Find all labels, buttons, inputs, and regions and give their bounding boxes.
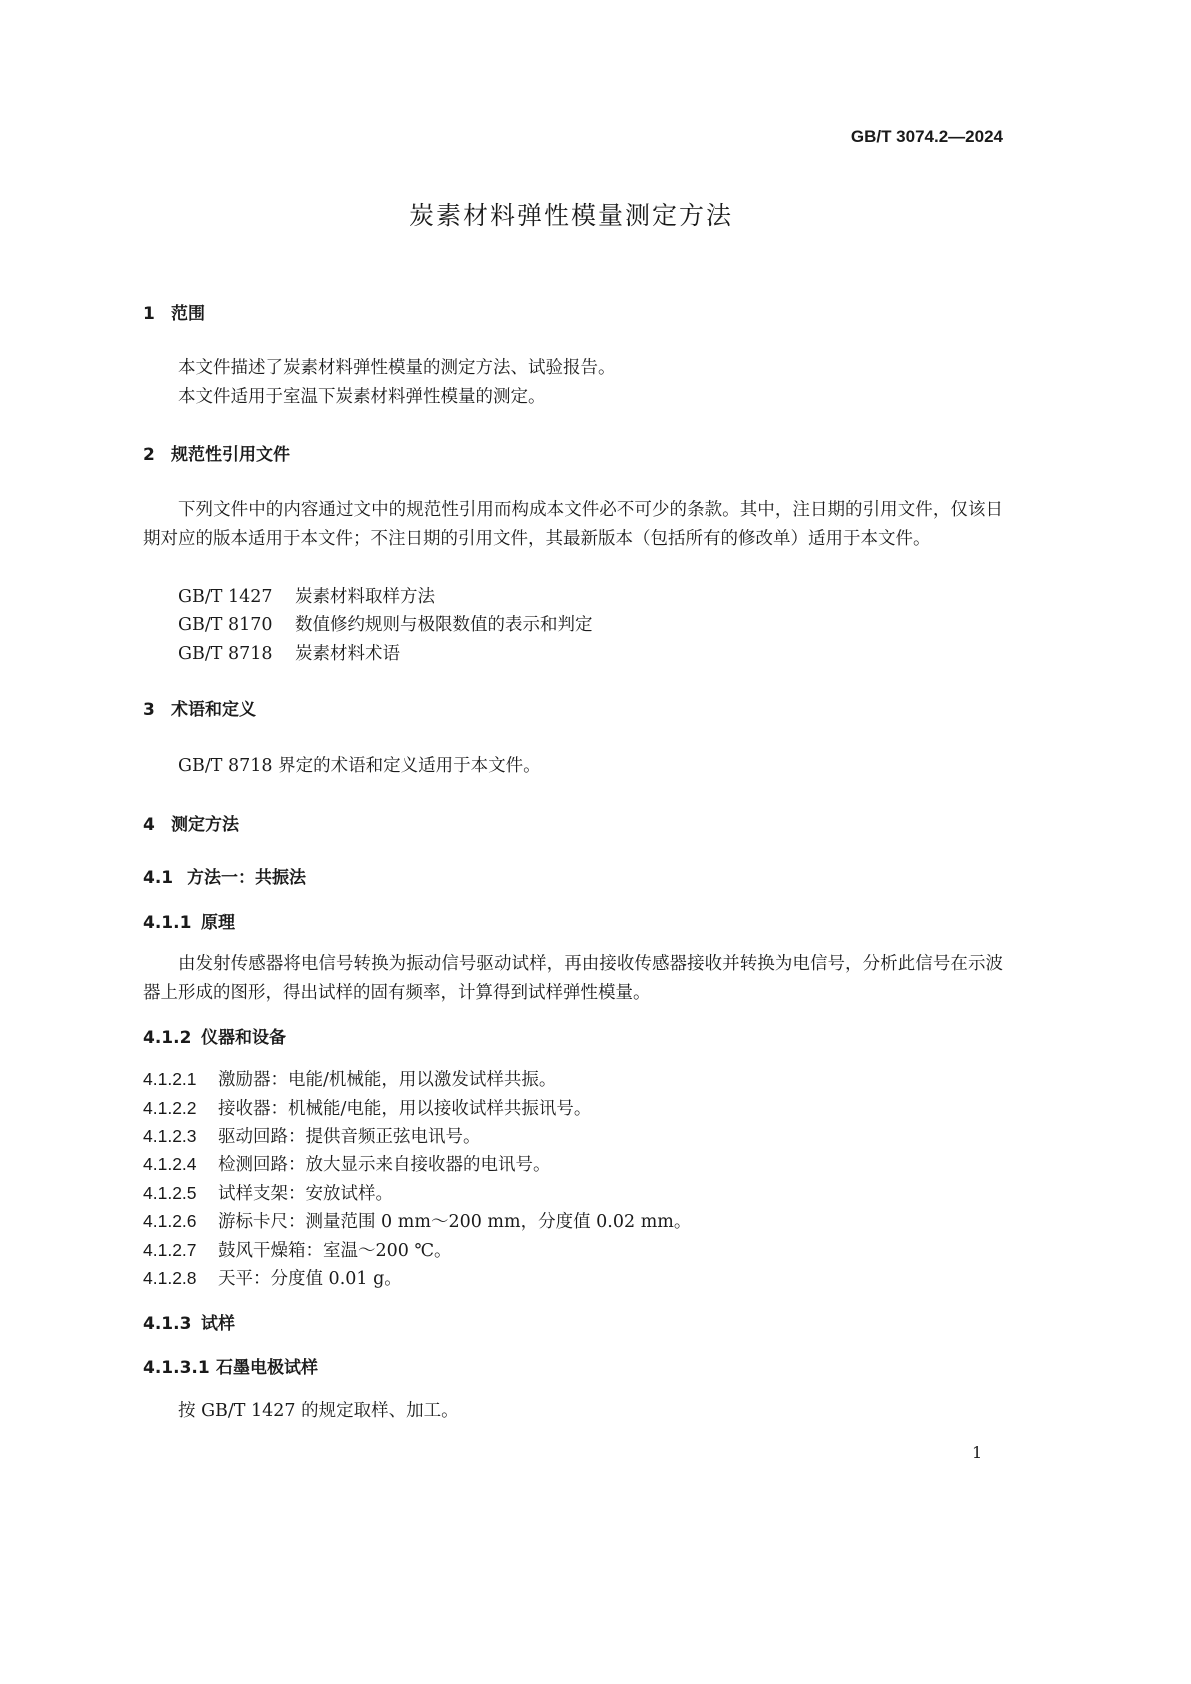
paragraph: 由发射传感器将电信号转换为振动信号驱动试样，再由接收传感器接收并转换为电信号，分析此信号在示波器上形成的图形，得出试样的固有频率，计算得到试样弹性模量。 xyxy=(143,954,1003,1003)
item-text: 接收器：机械能/电能，用以接收试样共振讯号。 xyxy=(218,1099,592,1119)
paragraph: 按 GB/T 1427 的规定取样、加工。 xyxy=(178,1401,459,1421)
section-number: 1 xyxy=(143,304,155,324)
section-title: 原理 xyxy=(201,913,235,933)
item-text: 检测回路：放大显示来自接收器的电讯号。 xyxy=(218,1155,551,1175)
reference-item xyxy=(178,583,435,608)
equipment-item xyxy=(143,1123,481,1148)
item-text: 驱动回路：提供音频正弦电讯号。 xyxy=(218,1127,481,1147)
section-title: 规范性引用文件 xyxy=(171,445,290,465)
reference-code: GB/T 8170 xyxy=(178,615,273,635)
item-text: 鼓风干燥箱：室温～200 ℃。 xyxy=(218,1241,452,1261)
item-number: 4.1.2.4 xyxy=(143,1154,197,1174)
paragraph: 本文件适用于室温下炭素材料弹性模量的测定。 xyxy=(178,387,546,407)
section-number: 3 xyxy=(143,700,155,720)
section-number: 4.1.1 xyxy=(143,913,192,933)
section-title: 范围 xyxy=(171,304,205,324)
section-title: 石墨电极试样 xyxy=(216,1358,318,1378)
section-title: 仪器和设备 xyxy=(201,1028,286,1048)
section-title: 试样 xyxy=(201,1314,235,1334)
section-number: 4.1.3 xyxy=(143,1314,192,1334)
section-heading xyxy=(143,1309,235,1334)
section-title: 方法一：共振法 xyxy=(187,868,306,888)
reference-title: 数值修约规则与极限数值的表示和判定 xyxy=(295,615,593,635)
item-number: 4.1.2.2 xyxy=(143,1098,197,1118)
section-heading xyxy=(143,908,235,933)
paragraph: GB/T 8718 界定的术语和定义适用于本文件。 xyxy=(178,756,541,776)
paragraph: 本文件描述了炭素材料弹性模量的测定方法、试验报告。 xyxy=(178,358,616,378)
item-number: 4.1.2.7 xyxy=(143,1240,197,1260)
item-number: 4.1.2.5 xyxy=(143,1183,197,1203)
standard-number: GB/T 3074.2—2024 xyxy=(850,127,1003,146)
item-number: 4.1.2.6 xyxy=(143,1211,197,1231)
reference-item xyxy=(178,611,593,636)
reference-title: 炭素材料术语 xyxy=(295,644,400,664)
equipment-item xyxy=(143,1095,591,1120)
section-number: 4.1 xyxy=(143,868,174,888)
section-title: 测定方法 xyxy=(171,815,239,835)
equipment-item xyxy=(143,1180,393,1205)
section-title: 术语和定义 xyxy=(171,700,256,720)
equipment-item xyxy=(143,1265,402,1290)
page-number: 1 xyxy=(972,1443,983,1462)
item-number: 4.1.2.1 xyxy=(143,1069,197,1089)
equipment-item xyxy=(143,1208,691,1233)
item-text: 激励器：电能/机械能，用以激发试样共振。 xyxy=(218,1070,557,1090)
item-text: 游标卡尺：测量范围 0 mm～200 mm，分度值 0.02 mm。 xyxy=(218,1212,692,1232)
reference-code: GB/T 1427 xyxy=(178,587,273,607)
item-text: 试样支架：安放试样。 xyxy=(218,1184,393,1204)
section-heading xyxy=(143,810,239,835)
reference-item xyxy=(178,640,400,665)
paragraph: 下列文件中的内容通过文中的规范性引用而构成本文件必不可少的条款。其中，注日期的引用文件，仅该日期对应的版本适用于本文件；不注日期的引用文件，其最新版本（包括所有的修改单）适用于本文件。 xyxy=(143,500,1003,549)
section-heading xyxy=(143,299,205,324)
section-heading xyxy=(143,695,256,720)
item-number: 4.1.2.3 xyxy=(143,1126,197,1146)
equipment-item xyxy=(143,1066,556,1091)
section-number: 4 xyxy=(143,815,155,835)
item-text: 天平：分度值 0.01 g。 xyxy=(218,1269,402,1289)
reference-code: GB/T 8718 xyxy=(178,644,273,664)
section-heading xyxy=(143,863,306,888)
section-number: 4.1.2 xyxy=(143,1028,192,1048)
section-heading xyxy=(143,440,290,465)
document-title: 炭素材料弹性模量测定方法 xyxy=(408,201,733,230)
section-number: 2 xyxy=(143,445,155,465)
equipment-item xyxy=(143,1151,551,1176)
reference-title: 炭素材料取样方法 xyxy=(295,587,435,607)
item-number: 4.1.2.8 xyxy=(143,1268,197,1288)
equipment-item xyxy=(143,1237,452,1262)
section-heading xyxy=(143,1023,286,1048)
section-number: 4.1.3.1 xyxy=(143,1358,210,1378)
section-heading xyxy=(143,1353,318,1378)
